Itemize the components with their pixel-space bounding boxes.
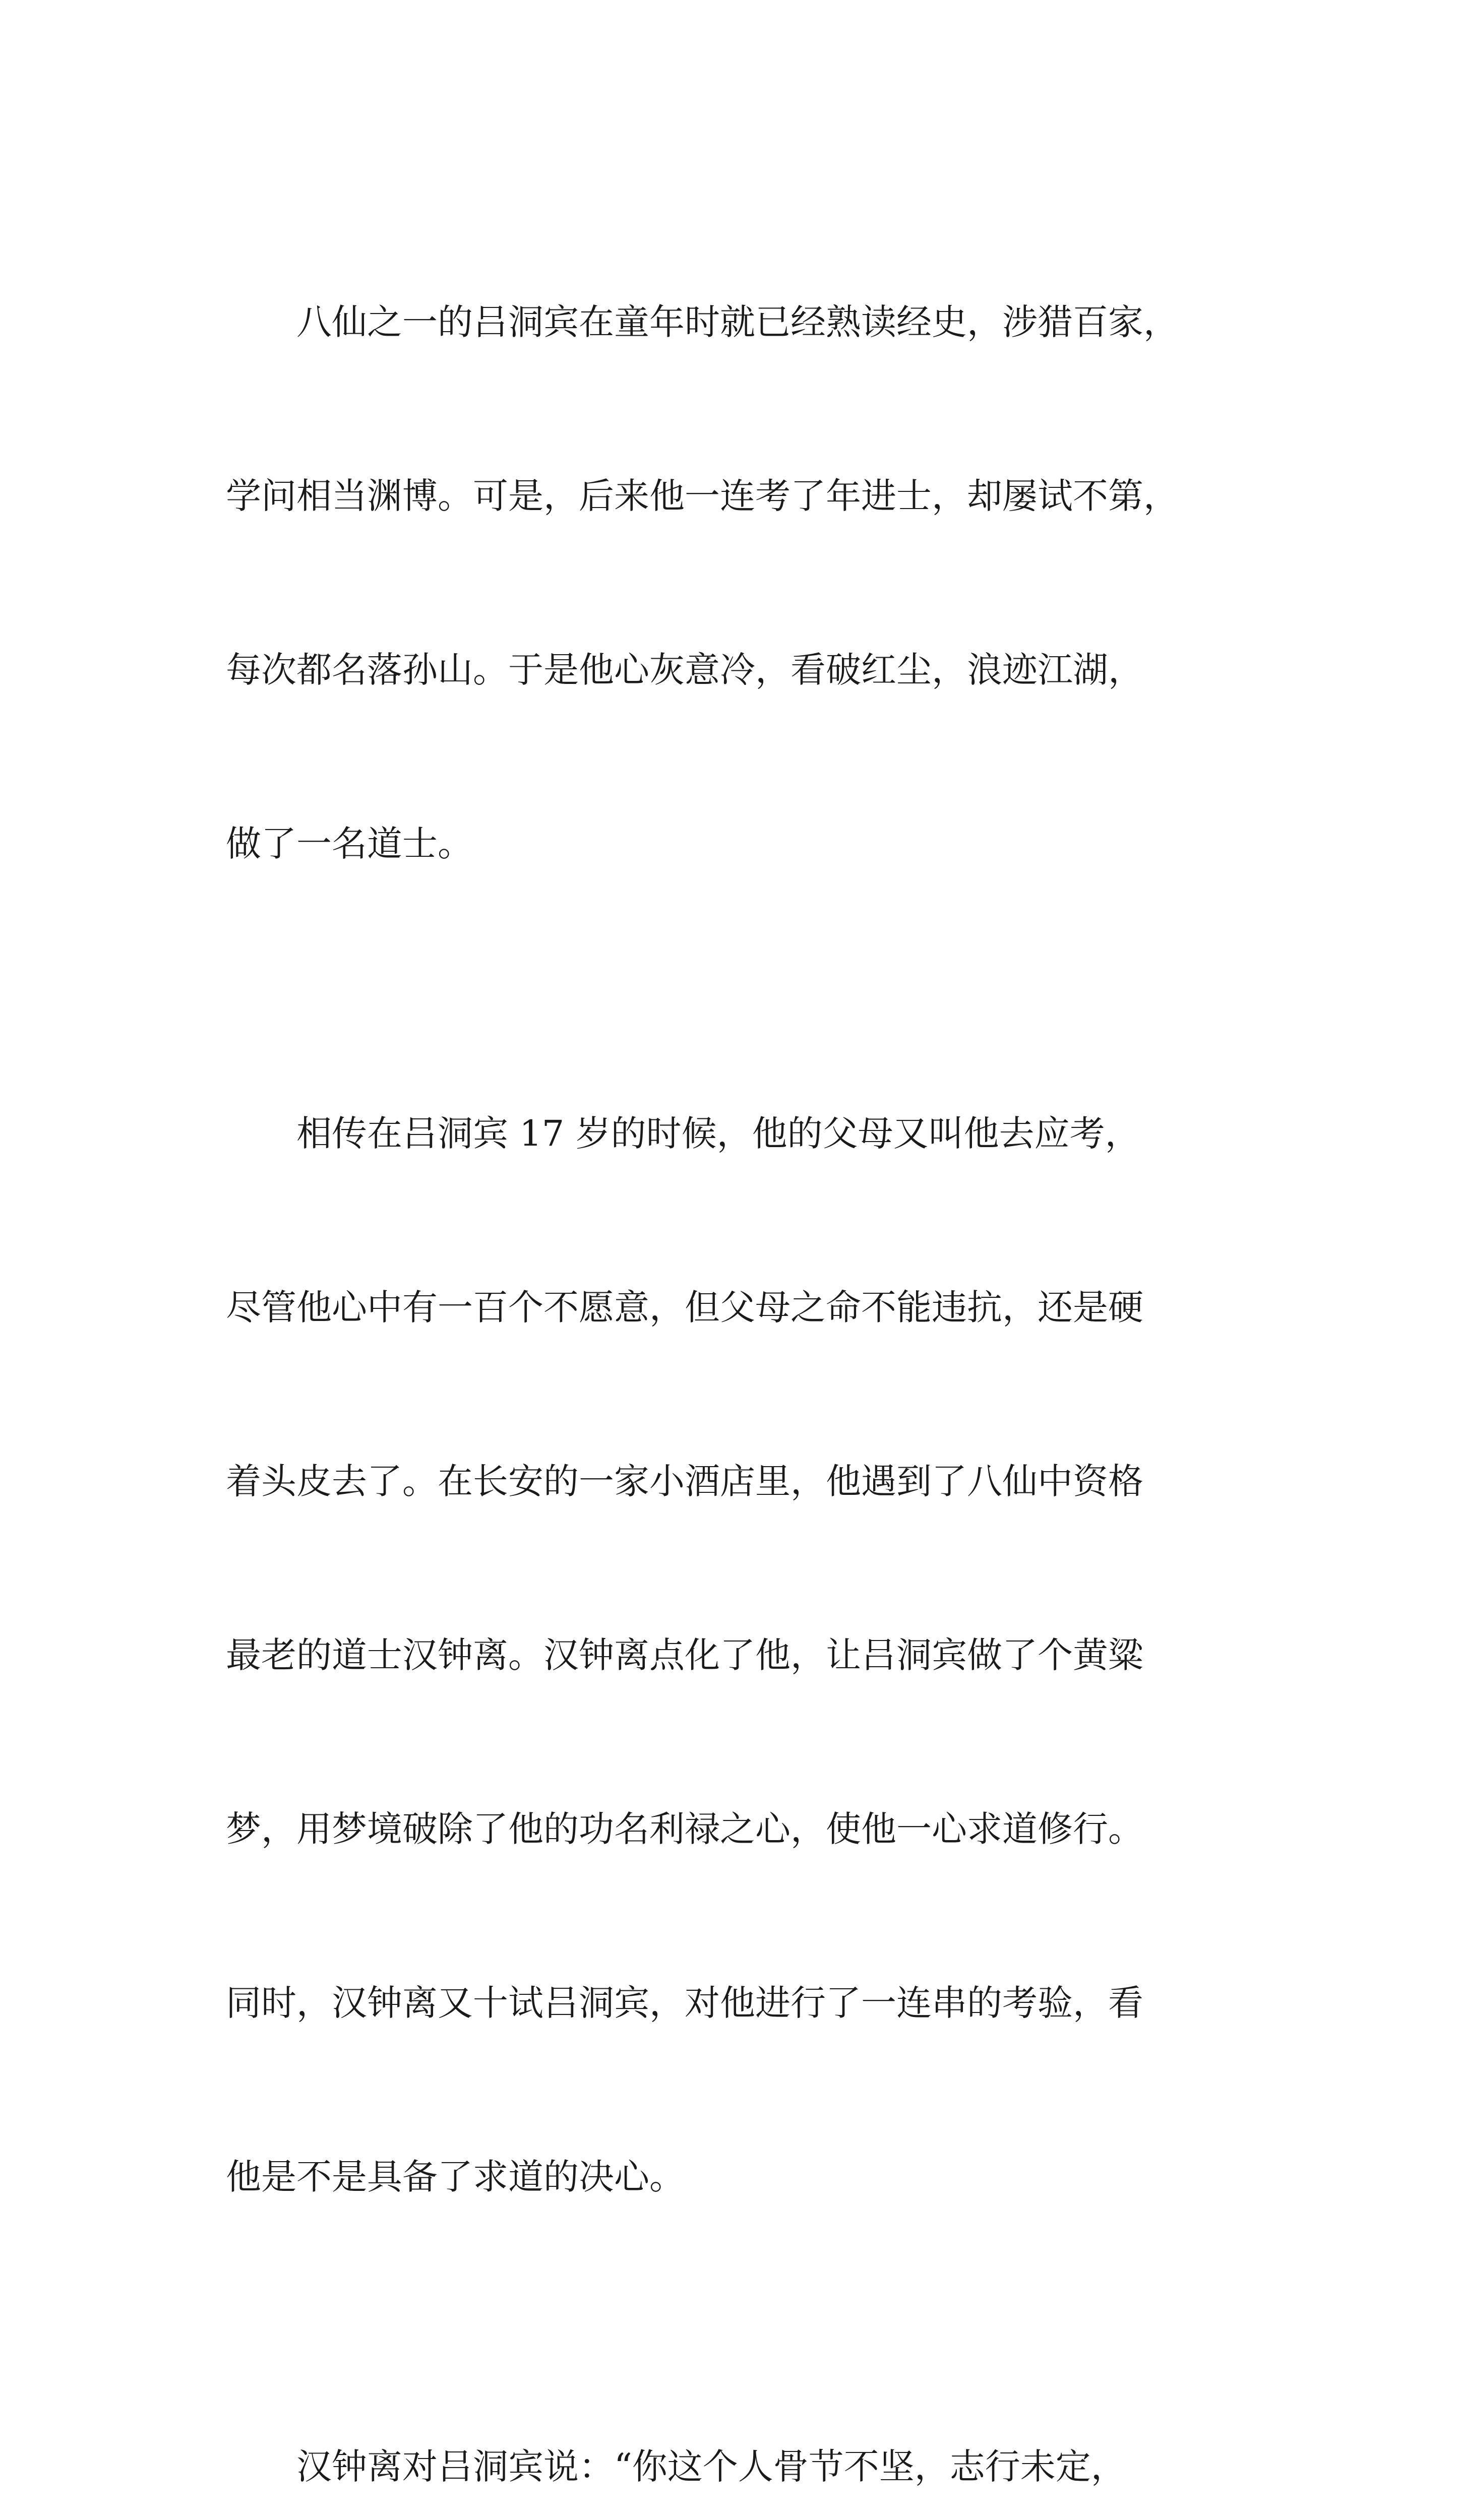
text-line: 八仙之一的吕洞宾在童年时就已经熟读经史，涉猎百家，	[296, 301, 1179, 343]
text-line: 最老的道士汉钟离。汉钟离点化了他，让吕洞宾做了个黄粱	[226, 1634, 1143, 1676]
text-line: 每次都名落孙山。于是他心灰意冷，看破红尘，浪迹江湖，	[226, 649, 1143, 690]
paragraph-3	[226, 2322, 1289, 2520]
text-line: 同时，汉钟离又十试吕洞宾，对他进行了一连串的考验，看	[226, 1982, 1143, 2024]
text-line: 着头皮去了。在长安的一家小酒店里，他遇到了八仙中资格	[226, 1461, 1143, 1502]
text-line: 梦，用梦境破除了他的功名利禄之心，使他一心求道修行。	[226, 1808, 1143, 1850]
text-line: 相传在吕洞宾 17 岁的时候，他的父母又叫他去应考，	[296, 1113, 1140, 1154]
text-line: 他是不是具备了求道的决心。	[226, 2156, 685, 2197]
paragraph-1	[226, 177, 1289, 989]
text-line: 尽管他心中有一百个不愿意，但父母之命不能违抗，还是硬	[226, 1287, 1143, 1328]
text-line: 学问相当渊博。可是，后来他一连考了年进士，却屡试不第，	[226, 475, 1179, 517]
document-body	[226, 177, 1289, 2520]
paragraph-2	[226, 989, 1289, 2322]
text-line: 做了一名道士。	[226, 823, 473, 864]
text-line: 汉钟离对吕洞宾说：“你这个人骨节不坚，志行未定，	[296, 2446, 1126, 2487]
